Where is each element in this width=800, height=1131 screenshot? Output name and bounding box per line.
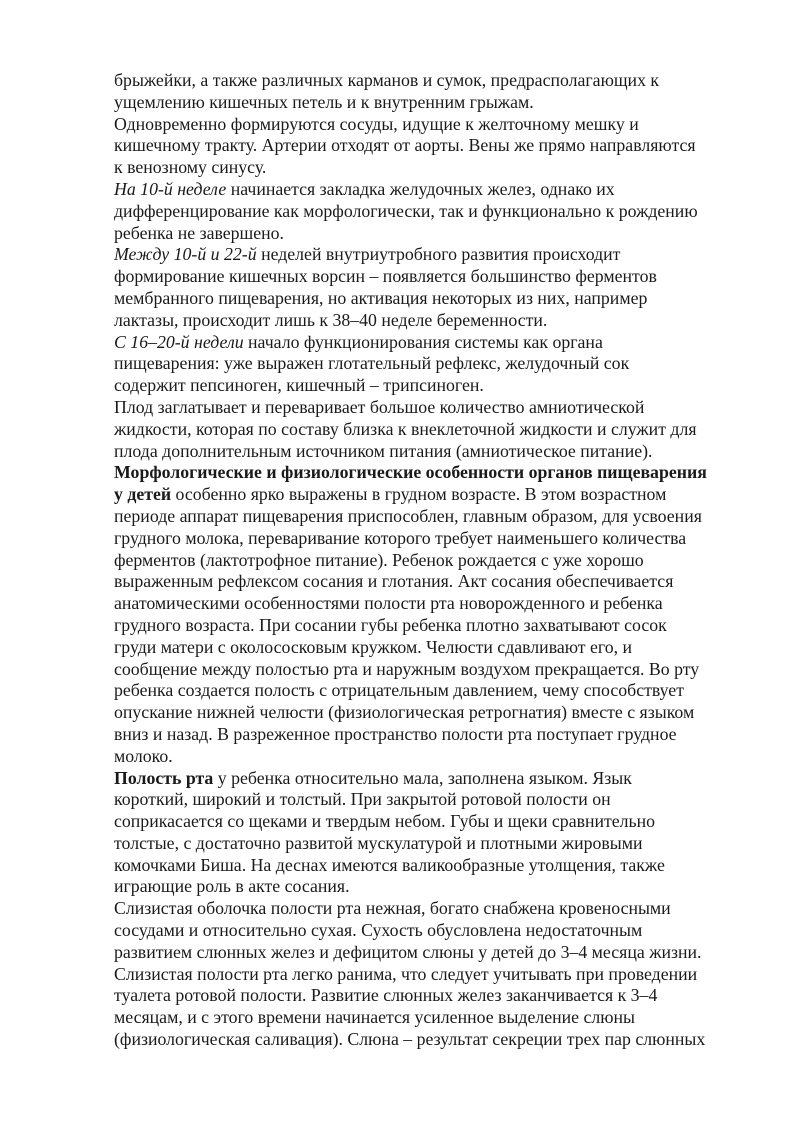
text-line [114,550,746,572]
text-segment: выраженным рефлексом сосания и глотания. Акт сосания обеспечивается [114,571,674,592]
text-line [114,942,746,964]
text-line [114,375,746,397]
text-line [114,833,746,855]
text-line [114,702,746,724]
text-line [114,484,746,506]
text-segment: ребенка не завершено. [114,222,284,243]
text-line [114,768,746,790]
text-line [114,985,746,1007]
paragraph [114,244,746,331]
text-line [114,898,746,920]
text-segment: груди матери с околососковым кружком. Челюсти сдавливают его, и [114,636,633,657]
italic-text: Между 10-й и 22-й [114,244,257,265]
text-segment: начало функционирования системы как органа [243,331,603,352]
text-line [114,441,746,463]
text-segment: дифференцирование как морфологически, так и функционально к рождению [114,200,698,221]
text-segment: Одновременно формируются сосуды, идущие к желточному мешку и [114,113,639,134]
text-segment: грудного молока, переваривание которого требует наименьшего количества [114,527,687,548]
text-segment: Слизистая полости рта легко ранима, что следует учитывать при проведении [114,963,698,984]
text-line [114,157,746,179]
text-line [114,223,746,245]
text-segment: содержит пепсиноген, кишечный – трипсиноген. [114,375,484,396]
text-line [114,179,746,201]
text-line [114,201,746,223]
text-segment: сообщение между полостью рта и наружным воздухом прекращается. Во рту [114,658,700,679]
text-line [114,789,746,811]
bold-text: Полость рта [114,767,214,788]
text-segment: формирование кишечных ворсин – появляется большинство ферментов [114,266,657,287]
text-line [114,1007,746,1029]
document-page [114,70,746,1051]
text-segment: ущемлению кишечных петель и к внутренним грыжам. [114,91,534,112]
text-line [114,135,746,157]
text-segment: вниз и назад. В разреженное пространство полости рта поступает грудное [114,723,677,744]
text-segment: периоде аппарат пищеварения приспособлен, главным образом, для усвоения [114,505,702,526]
text-line [114,615,746,637]
text-segment: опускание нижней челюсти (физиологическая ретрогнатия) вместе с языком [114,702,695,723]
paragraph [114,332,746,397]
text-line [114,310,746,332]
text-segment: толстые, с достаточно развитой мускулатурой и плотными жировыми [114,832,643,853]
text-segment: месяцам, и с этого времени начинается усиленное выделение слюны [114,1007,635,1028]
text-line [114,571,746,593]
text-line [114,746,746,768]
text-segment: соприкасается со щеками и твердым небом. Губы и щеки сравнительно [114,811,656,832]
paragraph [114,179,746,244]
text-line [114,114,746,136]
text-segment: лактазы, происходит лишь к 38–40 неделе беременности. [114,309,548,330]
text-line [114,659,746,681]
paragraph [114,898,746,1051]
text-line [114,397,746,419]
text-segment: ферментов (лактотрофное питание). Ребенок рождается с уже хорошо [114,549,644,570]
text-segment: пищеварения: уже выражен глотательный рефлекс, желудочный сок [114,353,630,374]
text-segment: молоко. [114,745,173,766]
text-segment: кишечному тракту. Артерии отходят от аорты. Вены же прямо направляются [114,135,696,156]
text-segment: плода дополнительным источником питания (амниотическое питание). [114,440,653,461]
text-segment: анатомическими особенностями полости рта новорожденного и ребенка [114,593,663,614]
text-segment: ребенка создается полость с отрицательным давлением, чему способствует [114,680,684,701]
text-line [114,92,746,114]
text-segment: (физиологическая саливация). Слюна – результат секреции трех пар слюнных [114,1029,706,1050]
text-line [114,419,746,441]
text-segment: неделей внутриутробного развития происходит [256,244,621,265]
text-line [114,70,746,92]
text-line [114,462,746,484]
text-segment: короткий, широкий и толстый. При закрытой ротовой полости он [114,789,611,810]
text-line [114,964,746,986]
text-line [114,332,746,354]
text-segment: особенно ярко выражены в грудном возрасте. В этом возрастном [171,484,667,505]
paragraph [114,70,746,114]
text-line [114,811,746,833]
text-line [114,288,746,310]
text-segment: начинается закладка желудочных желез, однако их [226,178,615,199]
text-line [114,920,746,942]
italic-text: На 10-й неделе [114,178,227,199]
text-line [114,1029,746,1051]
text-segment: развитием слюнных желез и дефицитом слюны у детей до 3–4 месяца жизни. [114,941,702,962]
text-line [114,506,746,528]
text-segment: мембранного пищеварения, но активация некоторых из них, например [114,287,648,308]
text-segment: к венозному синусу. [114,157,267,178]
text-segment: жидкости, которая по составу близка к внеклеточной жидкости и служит для [114,418,697,439]
text-segment: брыжейки, а также различных карманов и сумок, предрасполагающих к [114,70,660,90]
text-line [114,637,746,659]
text-line [114,724,746,746]
text-line [114,528,746,550]
text-line [114,244,746,266]
paragraph [114,768,746,899]
paragraph [114,462,746,767]
text-line [114,353,746,375]
italic-text: С 16–20-й недели [114,331,244,352]
text-segment: Плод заглатывает и переваривает большое количество амниотической [114,396,645,417]
text-segment: комочками Биша. На деснах имеются валикообразные утолщения, также [114,854,665,875]
text-segment: сосудами и относительно сухая. Сухость обусловлена недостаточным [114,920,643,941]
text-line [114,876,746,898]
text-segment: грудного возраста. При сосании губы ребенка плотно захватывают сосок [114,614,667,635]
text-segment: играющие роль в акте сосания. [114,876,350,897]
text-line [114,266,746,288]
paragraph [114,114,746,179]
text-segment: у ребенка относительно мала, заполнена языком. Язык [213,767,632,788]
text-line [114,593,746,615]
text-segment: туалета ротовой полости. Развитие слюнных желез заканчивается к 3–4 [114,985,658,1006]
paragraph [114,397,746,462]
bold-text: Морфологические и физиологические особенности органов пищеварения [114,462,707,483]
text-segment: Слизистая оболочка полости рта нежная, богато снабжена кровеносными [114,898,671,919]
bold-text: у детей [114,484,172,505]
text-line [114,680,746,702]
text-line [114,855,746,877]
